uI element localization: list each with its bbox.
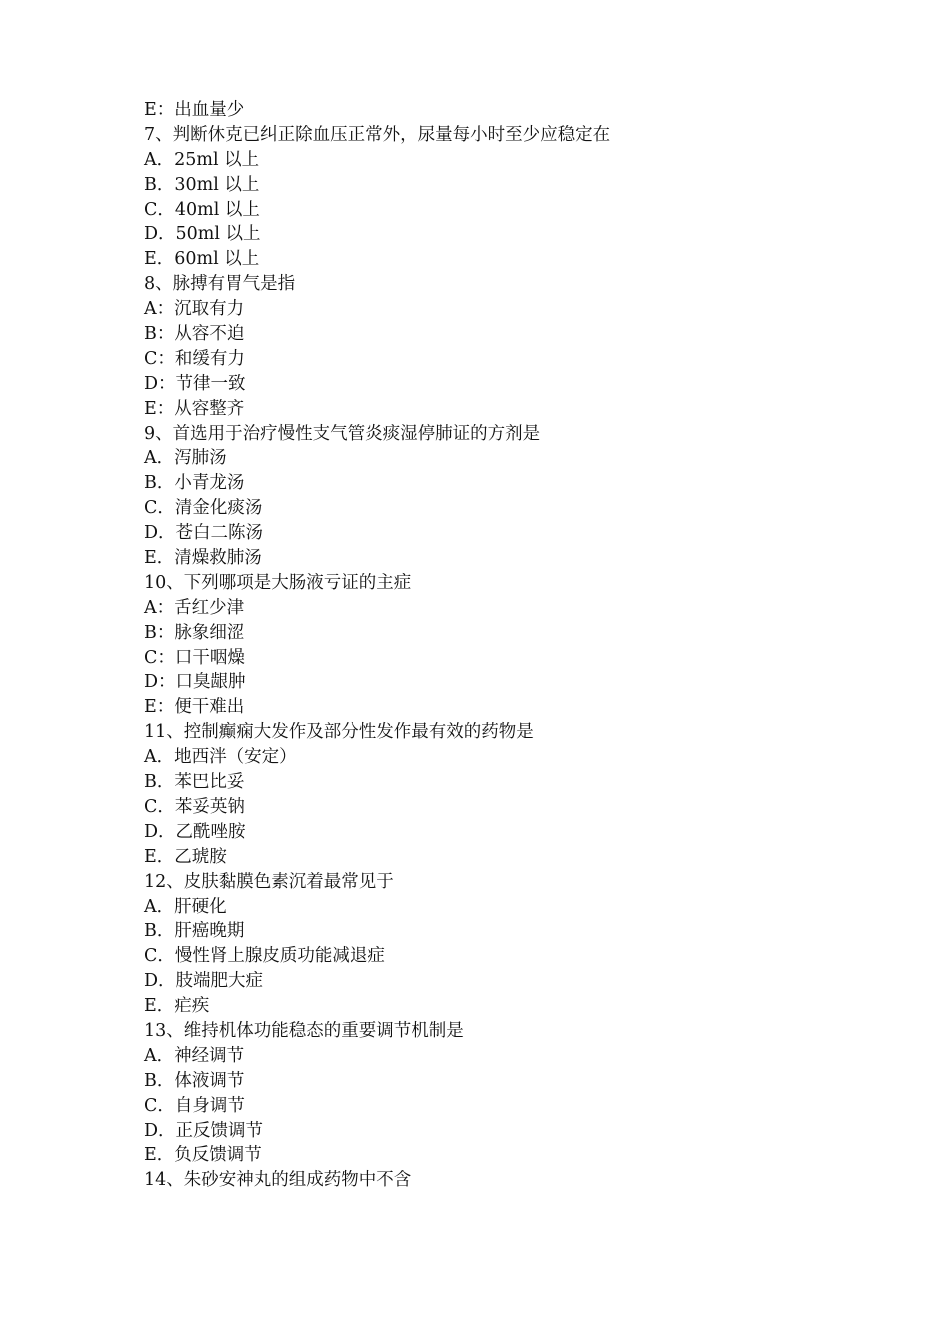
- option-line: B：从容不迫: [144, 324, 245, 345]
- option-line: D．正反馈调节: [144, 1120, 264, 1141]
- option-line: A：沉取有力: [144, 299, 245, 320]
- option-line: E．清燥救肺汤: [144, 548, 262, 569]
- question-line: 7、判断休克已纠正除血压正常外，尿量每小时至少应稳定在: [144, 124, 611, 145]
- option-line: B．小青龙汤: [144, 473, 245, 494]
- option-line: C．苯妥英钠: [144, 796, 245, 817]
- question-line: 9、首选用于治疗慢性支气管炎痰湿停肺证的方剂是: [144, 423, 541, 444]
- option-line: E．60ml 以上: [144, 249, 260, 270]
- question-line: 8、脉搏有胃气是指: [144, 274, 296, 295]
- option-line: A．泻肺汤: [144, 448, 227, 469]
- option-line: C：和缓有力: [144, 348, 245, 369]
- option-line: D．50ml 以上: [144, 224, 261, 245]
- question-line: 12、皮肤黏膜色素沉着最常见于: [144, 871, 394, 892]
- option-line: E：便干难出: [144, 697, 245, 718]
- option-line: E．负反馈调节: [144, 1145, 262, 1166]
- option-line: A．地西泮（安定）: [144, 747, 297, 768]
- option-line: B．苯巴比妥: [144, 772, 245, 793]
- option-line: C．自身调节: [144, 1095, 245, 1116]
- option-line: E：出血量少: [144, 100, 245, 120]
- question-line: 11、控制癫痫大发作及部分性发作最有效的药物是: [144, 722, 534, 743]
- option-line: B．30ml 以上: [144, 174, 260, 195]
- option-line: B．肝癌晚期: [144, 921, 245, 942]
- option-line: C：口干咽燥: [144, 647, 245, 668]
- option-line: A．25ml 以上: [144, 149, 260, 170]
- option-line: A．神经调节: [144, 1045, 245, 1066]
- option-line: B．体液调节: [144, 1070, 245, 1091]
- option-line: A．肝硬化: [144, 896, 227, 917]
- question-line: 10、下列哪项是大肠液亏证的主症: [144, 572, 412, 593]
- option-line: E：从容整齐: [144, 398, 245, 419]
- option-line: C．清金化痰汤: [144, 498, 263, 519]
- option-line: D：口臭龈肿: [144, 672, 246, 693]
- option-line: D．乙酰唑胺: [144, 821, 246, 842]
- question-line: 14、朱砂安神丸的组成药物中不含: [144, 1170, 412, 1191]
- option-line: D．肢端肥大症: [144, 971, 264, 992]
- option-line: C．慢性肾上腺皮质功能减退症: [144, 946, 385, 967]
- option-line: B：脉象细涩: [144, 622, 245, 643]
- option-line: C．40ml 以上: [144, 199, 260, 220]
- question-list: [144, 98, 864, 1193]
- option-line: E．乙琥胺: [144, 846, 227, 867]
- option-line: D：节律一致: [144, 373, 246, 394]
- option-line: E．疟疾: [144, 996, 210, 1017]
- question-line: 13、维持机体功能稳态的重要调节机制是: [144, 1020, 464, 1041]
- option-line: D．苍白二陈汤: [144, 523, 264, 544]
- option-line: A：舌红少津: [144, 597, 245, 618]
